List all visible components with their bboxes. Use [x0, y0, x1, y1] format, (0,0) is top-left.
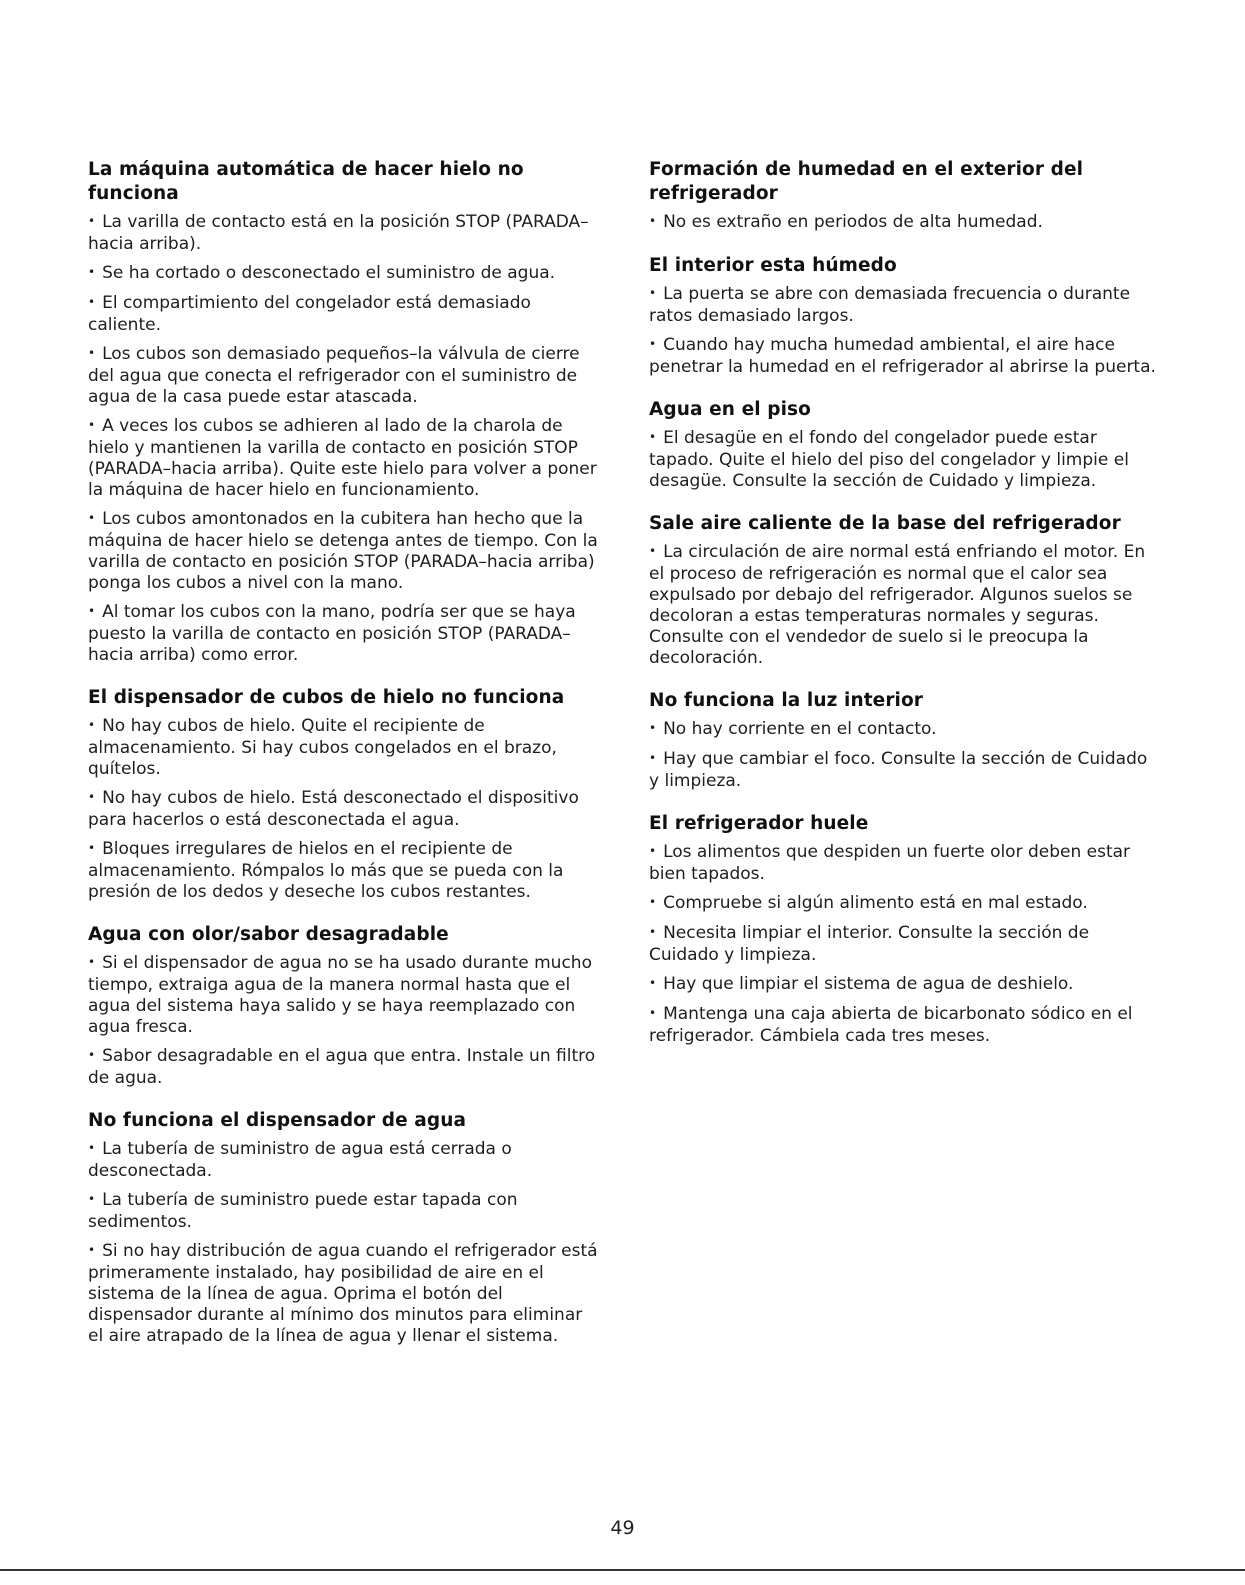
bullet-icon: • — [649, 976, 657, 990]
item-text: La tubería de suministro puede estar tapada con sedimentos. — [88, 1190, 518, 1232]
item-text: Bloques irregulares de hielos en el recipiente de almacenamiento. Rómpalos lo más que se pueda con la presión de los dedos y deseche los cubos restantes. — [88, 839, 564, 902]
section-title: Sale aire caliente de la base del refrigerador — [649, 513, 1121, 534]
bullet-icon: • — [88, 346, 96, 360]
right-column — [649, 158, 1157, 1067]
list-item — [88, 602, 600, 666]
page-number: 49 — [610, 1517, 635, 1539]
list-item — [649, 974, 1157, 996]
bullet-icon: • — [88, 265, 96, 279]
list-item — [88, 788, 600, 831]
section-title: La máquina automática de hacer hielo no funciona — [88, 159, 524, 204]
section-title: El dispensador de cubos de hielo no funciona — [88, 687, 565, 708]
bullet-icon: • — [88, 418, 96, 432]
item-text: No hay corriente en el contacto. — [663, 719, 937, 739]
section-odor — [649, 812, 1157, 1047]
item-text: Los cubos son demasiado pequeños–la válvula de cierre del agua que conecta el refrigerador con el suministro de agua de la casa puede estar atascada. — [88, 344, 580, 407]
bullet-icon: • — [88, 604, 96, 618]
item-text: Hay que cambiar el foco. Consulte la sección de Cuidado y limpieza. — [649, 749, 1148, 791]
item-text: El desagüe en el fondo del congelador puede estar tapado. Quite el hielo del piso del congelador y limpie el desagüe. Consulte la sección de Cuidado y limpieza. — [649, 428, 1129, 491]
section-water-floor — [649, 398, 1157, 492]
bullet-icon: • — [88, 955, 96, 969]
bullet-icon: • — [88, 718, 96, 732]
bullet-icon: • — [649, 721, 657, 735]
section-title: El refrigerador huele — [649, 813, 869, 834]
bullet-icon: • — [88, 511, 96, 525]
item-text: Si el dispensador de agua no se ha usado durante mucho tiempo, extraiga agua de la manera normal hasta que el agua del sistema haya salido y se haya reemplazado con agua fresca. — [88, 953, 592, 1037]
section-warm-air — [649, 512, 1157, 669]
bullet-icon: • — [649, 925, 657, 939]
item-text: A veces los cubos se adhieren al lado de la charola de hielo y mantienen la varilla de contacto en posición STOP (PARADA–hacia arriba). Quite este hielo para volver a poner la máquina de hacer hielo en funcionamiento. — [88, 416, 597, 500]
item-text: Los cubos amontonados en la cubitera han hecho que la máquina de hacer hielo se detenga antes de tiempo. Con la varilla de contacto en posición STOP (PARADA–hacia arriba) ponga los cubos a nivel con la mano. — [88, 509, 598, 593]
bullet-icon: • — [88, 790, 96, 804]
bullet-icon: • — [649, 337, 657, 351]
section-interior-light — [649, 689, 1157, 792]
list-item — [88, 509, 600, 594]
item-text: El compartimiento del congelador está demasiado caliente. — [88, 293, 531, 335]
bullet-icon: • — [88, 1141, 96, 1155]
list-item — [88, 953, 600, 1038]
item-text: Al tomar los cubos con la mano, podría ser que se haya puesto la varilla de contacto en posición STOP (PARADA–hacia arriba) como error. — [88, 602, 576, 665]
section-interior-wet — [649, 254, 1157, 378]
list-item — [88, 293, 600, 336]
list-item — [88, 344, 600, 408]
section-title: No funciona el dispensador de agua — [88, 1110, 467, 1131]
item-text: La puerta se abre con demasiada frecuencia o durante ratos demasiado largos. — [649, 284, 1131, 326]
list-item — [88, 212, 600, 255]
bullet-icon: • — [649, 844, 657, 858]
list-item — [649, 719, 1157, 741]
item-text: Cuando hay mucha humedad ambiental, el aire hace penetrar la humedad en el refrigerador al abrirse la puerta. — [649, 335, 1156, 377]
item-text: Si no hay distribución de agua cuando el refrigerador está primeramente instalado, hay posibilidad de aire en el sistema de la línea de agua. Oprima el botón del dispensador durante al mínimo dos minutos para eliminar el aire atrapado de la línea de agua y llenar el sistema. — [88, 1241, 598, 1346]
list-item — [88, 1190, 600, 1233]
list-item — [649, 428, 1157, 492]
list-item — [649, 284, 1157, 327]
item-text: La circulación de aire normal está enfriando el motor. En el proceso de refrigeración es normal que el calor sea expulsado por debajo del refrigerador. Algunos suelos se decoloran a estas temperaturas normales y seguras. Consulte con el vendedor de suelo si le preocupa la decoloración. — [649, 542, 1146, 668]
list-item — [88, 1046, 600, 1089]
item-text: Compruebe si algún alimento está en mal estado. — [663, 893, 1088, 913]
list-item — [88, 263, 600, 285]
list-item — [88, 839, 600, 903]
bullet-icon: • — [649, 544, 657, 558]
bullet-icon: • — [88, 1192, 96, 1206]
bullet-icon: • — [88, 841, 96, 855]
section-water-dispenser — [88, 1109, 600, 1347]
list-item — [649, 923, 1157, 966]
section-title: El interior esta húmedo — [649, 255, 897, 276]
item-text: Necesita limpiar el interior. Consulte la sección de Cuidado y limpieza. — [649, 923, 1090, 965]
section-title: No funciona la luz interior — [649, 690, 924, 711]
section-exterior-moisture — [649, 158, 1157, 234]
bottom-divider — [0, 1569, 1245, 1571]
section-water-taste — [88, 923, 600, 1089]
bullet-icon: • — [649, 430, 657, 444]
item-text: No hay cubos de hielo. Quite el recipiente de almacenamiento. Si hay cubos congelados en el brazo, quítelos. — [88, 716, 557, 779]
item-text: Hay que limpiar el sistema de agua de deshielo. — [663, 974, 1074, 994]
item-text: La tubería de suministro de agua está cerrada o desconectada. — [88, 1139, 512, 1181]
list-item — [649, 212, 1157, 234]
item-text: No hay cubos de hielo. Está desconectado el dispositivo para hacerlos o está desconectada el agua. — [88, 788, 579, 830]
item-text: Se ha cortado o desconectado el suministro de agua. — [102, 263, 556, 283]
list-item — [88, 1139, 600, 1182]
item-text: Mantenga una caja abierta de bicarbonato sódico en el refrigerador. Cámbiela cada tres meses. — [649, 1004, 1133, 1046]
bullet-icon: • — [649, 751, 657, 765]
list-item — [649, 749, 1157, 792]
list-item — [649, 335, 1157, 378]
section-icemaker — [88, 158, 600, 666]
bullet-icon: • — [649, 214, 657, 228]
left-column — [88, 158, 600, 1367]
list-item — [88, 1241, 600, 1347]
bullet-icon: • — [88, 295, 96, 309]
list-item — [649, 893, 1157, 915]
section-title: Formación de humedad en el exterior del refrigerador — [649, 159, 1084, 204]
item-text: Los alimentos que despiden un fuerte olor deben estar bien tapados. — [649, 842, 1131, 884]
item-text: La varilla de contacto está en la posición STOP (PARADA–hacia arriba). — [88, 212, 589, 254]
section-ice-dispenser — [88, 686, 600, 903]
bullet-icon: • — [88, 214, 96, 228]
bullet-icon: • — [649, 1006, 657, 1020]
section-title: Agua en el piso — [649, 399, 811, 420]
list-item — [88, 416, 600, 501]
item-text: No es extraño en periodos de alta humedad. — [663, 212, 1043, 232]
bullet-icon: • — [88, 1048, 96, 1062]
list-item — [649, 842, 1157, 885]
list-item — [88, 716, 600, 780]
list-item — [649, 542, 1157, 669]
bullet-icon: • — [88, 1243, 96, 1257]
bullet-icon: • — [649, 895, 657, 909]
item-text: Sabor desagradable en el agua que entra. Instale un filtro de agua. — [88, 1046, 596, 1088]
bullet-icon: • — [649, 286, 657, 300]
list-item — [649, 1004, 1157, 1047]
section-title: Agua con olor/sabor desagradable — [88, 924, 449, 945]
